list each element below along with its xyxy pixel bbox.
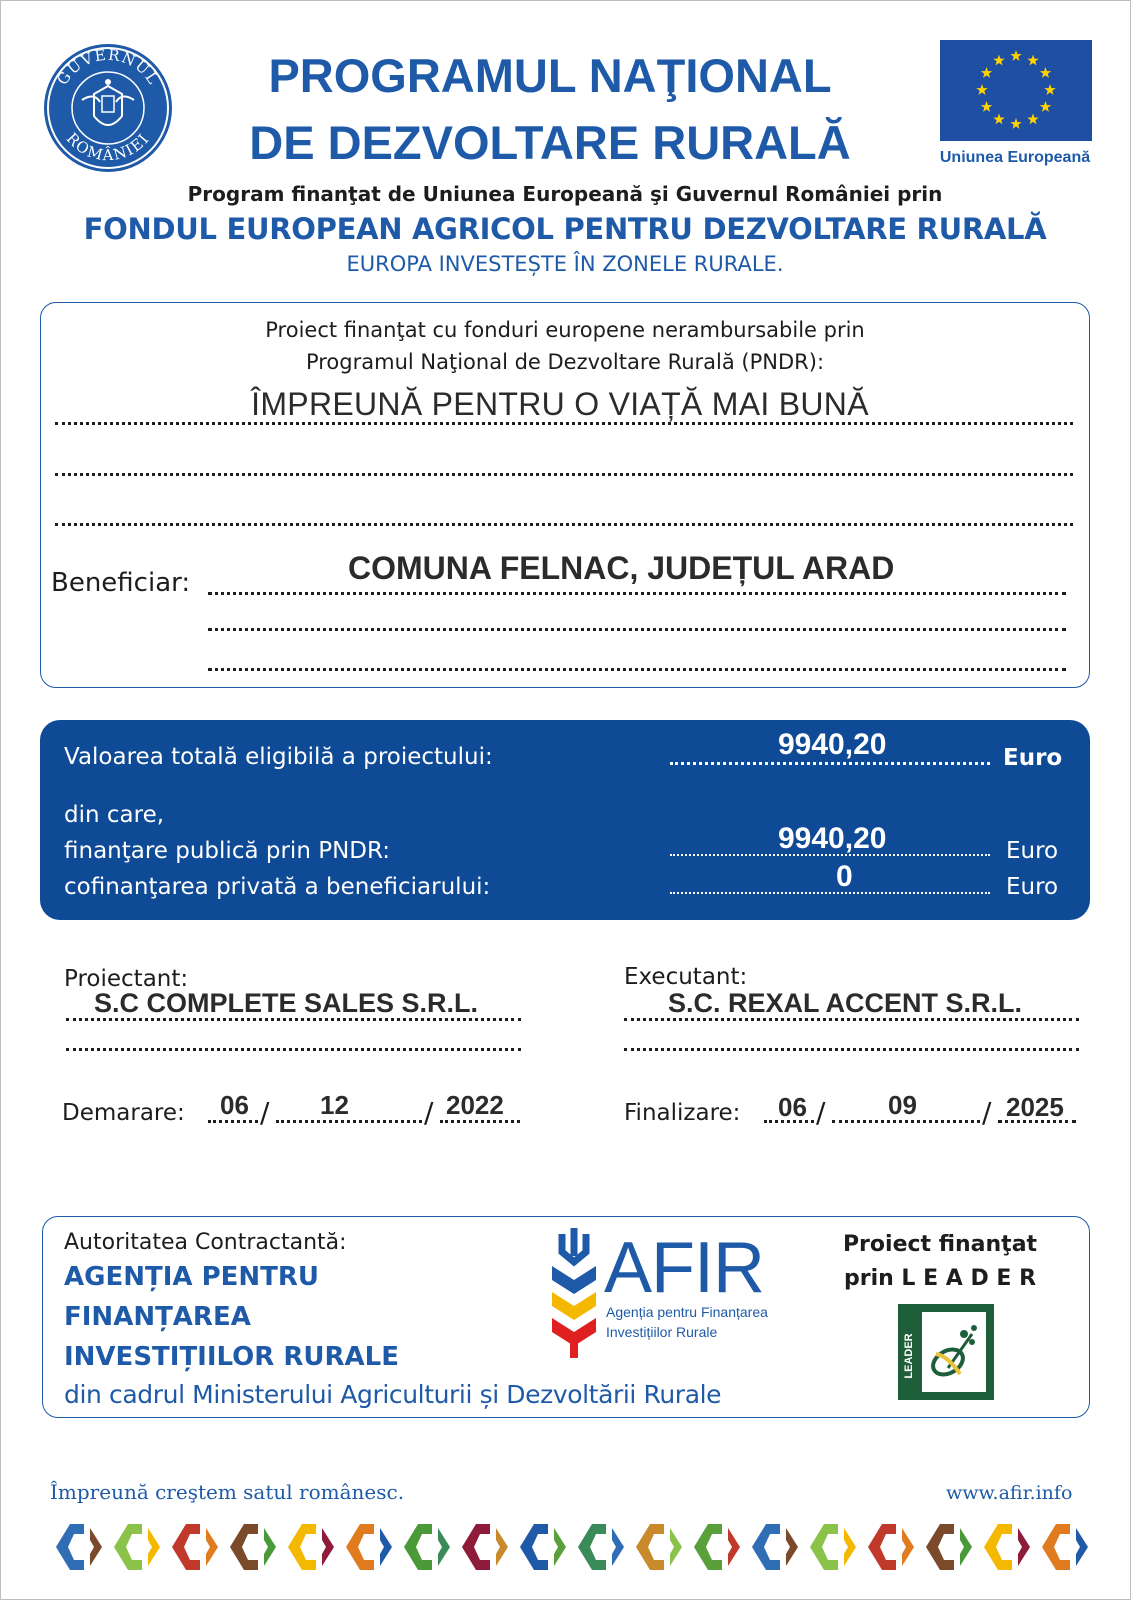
authority-name-line-1: AGENȚIA PENTRU [64, 1262, 320, 1292]
private-currency: Euro [1006, 874, 1059, 900]
leader-label-2: prin L E A D E R [843, 1266, 1037, 1291]
authority-label: Autoritatea Contractantă: [64, 1230, 347, 1255]
start-sep-2: / [424, 1096, 434, 1129]
title-line-1: PROGRAMUL NAŢIONAL [268, 49, 832, 102]
title-line-2: DE DEZVOLTARE RURALĂ [249, 116, 851, 169]
public-currency: Euro [1006, 838, 1059, 864]
subtitle: Program finanţat de Uniunea Europeană şi Guvernul României prin [187, 182, 943, 206]
leader-label-1: Proiect finanţat [842, 1232, 1038, 1257]
folk-motif-icon [752, 1524, 798, 1570]
end-sep-1: / [816, 1096, 826, 1129]
project-title: ÎMPREUNĂ PENTRU O VIAȚĂ MAI BUNĂ [251, 386, 869, 422]
end-day: 06 [778, 1092, 807, 1122]
leader-logo [898, 1304, 994, 1400]
beneficiary-label: Beneficiar: [51, 568, 191, 598]
folk-motif-icon [1042, 1524, 1088, 1570]
beneficiary-line-1 [208, 592, 1066, 595]
folk-motif-icon [578, 1524, 624, 1570]
folk-motif-icon [694, 1524, 740, 1570]
beneficiary-line-3 [208, 668, 1066, 671]
leader-logo-text: LEADER [903, 1333, 915, 1379]
folk-motif-icon [346, 1524, 392, 1570]
slogan: EUROPA INVESTEȘTE ÎN ZONELE RURALE. [346, 252, 784, 276]
start-label: Demarare: [62, 1100, 185, 1126]
start-day: 06 [220, 1090, 249, 1120]
project-title-line-3 [55, 523, 1073, 526]
of-which-label: din care, [64, 802, 165, 828]
beneficiary-line-2 [208, 628, 1066, 631]
executor-line-2 [624, 1048, 1079, 1051]
authority-name-line-3: INVESTIȚIILOR RURALE [64, 1342, 399, 1372]
folk-motif-icon [404, 1524, 450, 1570]
folk-motif-icon [636, 1524, 682, 1570]
folk-motif-icon [462, 1524, 508, 1570]
folk-motif-icon [56, 1524, 102, 1570]
executor-value: S.C. REXAL ACCENT S.R.L. [668, 988, 1023, 1018]
public-value: 9940,20 [778, 822, 887, 855]
end-sep-2: / [982, 1096, 992, 1129]
folk-motif-icon [288, 1524, 334, 1570]
total-currency: Euro [1003, 745, 1063, 771]
folk-motif-icon [230, 1524, 276, 1570]
folk-motif-icon [810, 1524, 856, 1570]
afir-subtitle-1: Agenția pentru Finanțarea [606, 1304, 768, 1320]
afir-emblem [548, 1226, 600, 1360]
folk-motif-icon [868, 1524, 914, 1570]
footer-website: www.afir.info [946, 1482, 1073, 1504]
authority-name-line-2: FINANȚAREA [64, 1302, 251, 1332]
public-label: finanţare publică prin PNDR: [64, 838, 391, 864]
fund-name: FONDUL EUROPEAN AGRICOL PENTRU DEZVOLTARE RURALĂ [83, 212, 1047, 246]
folk-motif-icon [114, 1524, 160, 1570]
folk-motif-icon [984, 1524, 1030, 1570]
eu-flag [940, 40, 1092, 141]
eu-label: Uniunea Europeană [939, 149, 1091, 166]
start-year: 2022 [446, 1090, 504, 1120]
designer-label: Proiectant: [64, 966, 189, 992]
project-intro-line-2: Programul Naţional de Dezvoltare Rurală (PNDR): [305, 350, 825, 374]
start-month-dots [276, 1120, 422, 1123]
seal-top-text: GUVERNUL [53, 45, 163, 89]
project-title-line-2 [55, 473, 1073, 476]
start-sep-1: / [260, 1096, 270, 1129]
end-year: 2025 [1006, 1092, 1064, 1122]
gov-seal [42, 42, 174, 174]
designer-line-2 [66, 1048, 521, 1051]
folk-pattern-border [50, 1512, 1090, 1582]
designer-value: S.C COMPLETE SALES S.R.L. [94, 988, 479, 1018]
private-value: 0 [836, 860, 853, 893]
executor-label: Executant: [624, 964, 748, 990]
project-intro-line-1: Proiect finanţat cu fonduri europene nerambursabile prin [265, 318, 865, 342]
folk-motif-icon [172, 1524, 218, 1570]
total-value: 9940,20 [778, 728, 887, 761]
private-label: cofinanţarea privată a beneficiarului: [64, 874, 491, 900]
end-label: Finalizare: [624, 1100, 741, 1126]
folk-motif-icon [926, 1524, 972, 1570]
beneficiary-value: COMUNA FELNAC, JUDEȚUL ARAD [348, 550, 895, 586]
total-dots [670, 762, 990, 765]
footer-motto: Împreună creştem satul românesc. [50, 1480, 405, 1504]
total-label: Valoarea totală eligibilă a proiectului: [64, 744, 493, 770]
ministry-line: din cadrul Ministerului Agriculturii și Dezvoltării Rurale [64, 1380, 722, 1409]
folk-motif-icon [520, 1524, 566, 1570]
private-dots [670, 892, 990, 894]
seal-bottom-text: ROMÂNIEI [62, 129, 154, 165]
end-month: 09 [888, 1090, 917, 1120]
start-month: 12 [320, 1090, 349, 1120]
afir-subtitle-2: Investițiilor Rurale [606, 1324, 718, 1340]
afir-logo-text: AFIR [604, 1228, 765, 1308]
